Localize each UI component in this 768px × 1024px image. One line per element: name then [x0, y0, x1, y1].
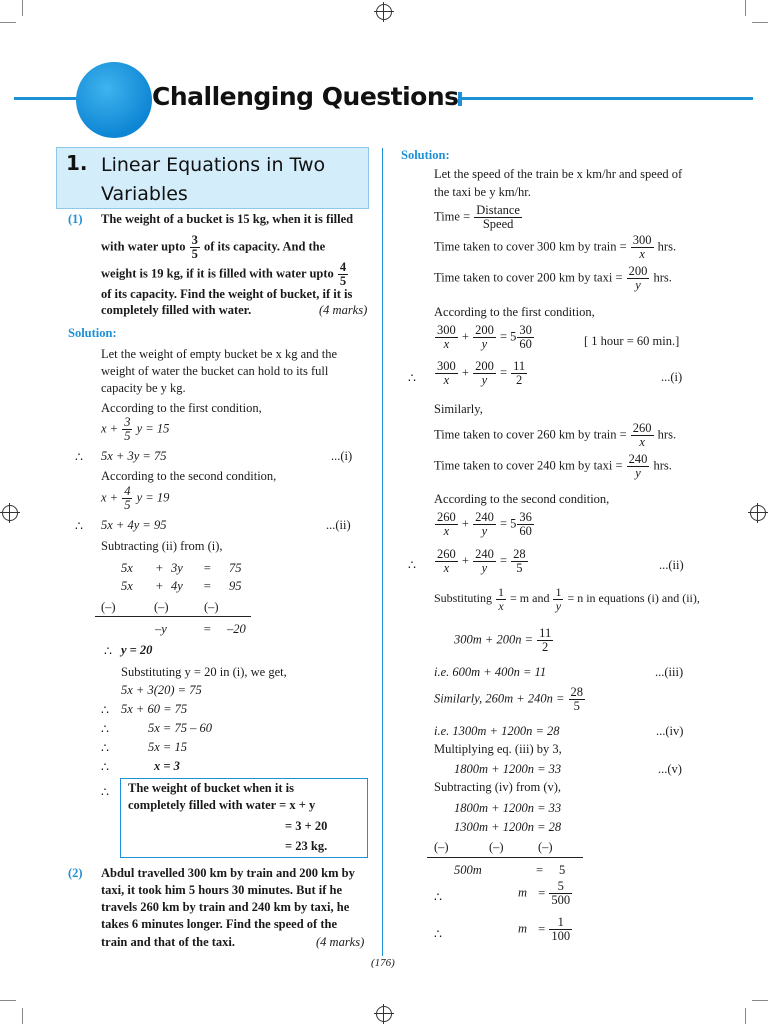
- therefore-symbol: ∴: [101, 760, 109, 774]
- therefore-symbol: ∴: [101, 722, 109, 736]
- header-line-right: [462, 97, 753, 100]
- section-title-line1: Linear Equations in Two: [101, 154, 326, 176]
- equation-tag: ...(iii): [655, 665, 684, 679]
- therefore-symbol: ∴: [104, 644, 112, 658]
- solution-text: Subtracting (iv) from (v),: [434, 780, 562, 794]
- equation: 5x = 15: [148, 740, 187, 754]
- divider: [427, 857, 583, 858]
- equation-tag: ...(ii): [659, 558, 684, 572]
- section-title: [101, 151, 325, 209]
- crop-mark: [752, 22, 768, 23]
- therefore-symbol: ∴: [408, 371, 416, 385]
- marks-label: (4 marks): [319, 303, 368, 317]
- formula: Time taken to cover 200 km by taxi = $\frac{200}{y}$ hrs.: [434, 264, 672, 293]
- equation: $\frac{260}{x}$ + $\frac{240}{y}$ = 5 $\frac{36}{60}$: [437, 510, 532, 539]
- equation: m = $\frac{1}{100}$: [518, 915, 571, 944]
- crop-mark: [752, 1000, 768, 1001]
- therefore-symbol: ∴: [75, 519, 83, 533]
- question-text: weight is 19 kg, if it is filled with water upto $\frac{4}{5}$: [101, 260, 347, 289]
- solution-text: capacity be y kg.: [101, 381, 186, 395]
- formula: Time taken to cover 300 km by train = $\frac{300}{x}$ hrs.: [434, 233, 677, 262]
- registration-mark-right: [750, 505, 766, 521]
- column-divider: [382, 148, 383, 956]
- registration-mark-left: [2, 505, 18, 521]
- equation-tag: ...(ii): [326, 518, 351, 532]
- solution-text: Substituting $\frac{1}{x}$ = m and $\frac{1}{y}$ = n in equations (i) and (ii),: [434, 585, 700, 613]
- question-number: (1): [68, 212, 83, 226]
- therefore-symbol: ∴: [101, 785, 109, 799]
- crop-mark: [22, 0, 23, 16]
- equation: Similarly, 260m + 240n = $\frac{28}{5}$: [434, 685, 584, 714]
- equation: 5x = 75 – 60: [148, 721, 212, 735]
- therefore-symbol: ∴: [75, 450, 83, 464]
- therefore-symbol: ∴: [101, 703, 109, 717]
- therefore-symbol: ∴: [434, 890, 442, 904]
- equation-tag: ...(iv): [656, 724, 684, 738]
- solution-heading: Solution:: [401, 148, 450, 162]
- solution-text: Substituting y = 20 in (i), we get,: [121, 665, 287, 679]
- equation: $\frac{300}{x}$ + $\frac{200}{y}$ = $\frac{11}{2}$: [437, 359, 526, 388]
- equation: x + $\frac{3}{5}$ y = 15: [101, 415, 170, 444]
- formula: Time taken to cover 260 km by train = $\frac{260}{x}$ hrs.: [434, 421, 677, 450]
- formula: Time = $\frac{\text{Distance}}{\text{Speed}}$: [434, 203, 520, 232]
- crop-mark: [0, 22, 16, 23]
- answer-text: completely filled with water = x + y: [128, 798, 316, 812]
- page-title: Challenging Questions: [152, 82, 459, 111]
- solution-text: According to the second condition,: [434, 492, 610, 506]
- solution-text: According to the second condition,: [101, 469, 277, 483]
- solution-text: weight of water the bucket can hold to its full: [101, 364, 329, 378]
- equation: i.e. 1300m + 1200n = 28: [434, 724, 560, 738]
- solution-text: Subtracting (ii) from (i),: [101, 539, 223, 553]
- equation-tag: ...(v): [658, 762, 682, 776]
- registration-mark-top: [376, 4, 392, 20]
- answer-text: = 23 kg.: [285, 839, 328, 853]
- question-text: with water upto $\frac{3}{5}$ of its capacity. And the: [101, 233, 326, 262]
- registration-mark-bottom: [376, 1006, 392, 1022]
- question-number: (2): [68, 866, 83, 880]
- page-number: (176): [371, 957, 395, 969]
- header-line-left: [14, 97, 84, 100]
- equation: 5x + 3y = 75: [101, 449, 167, 463]
- equation: x = 3: [154, 759, 180, 773]
- therefore-symbol: ∴: [408, 558, 416, 572]
- equation: 5x + 60 = 75: [121, 702, 188, 716]
- header-bar-tick: [458, 92, 462, 106]
- equation-tag: ...(i): [331, 449, 353, 463]
- equation: 1800m + 1200n = 33: [454, 762, 562, 776]
- equation: i.e. 600m + 400n = 11: [434, 665, 547, 679]
- equation: 5x + 4y = 95: [101, 518, 167, 532]
- equation: $\frac{300}{x}$ + $\frac{200}{y}$ = 5 $\frac{30}{60}$: [437, 323, 532, 352]
- equation: 5x + 3(20) = 75: [121, 683, 202, 697]
- table-row: 1300m + 1200n = 28: [454, 820, 562, 834]
- therefore-symbol: ∴: [434, 927, 442, 941]
- answer-text: = 3 + 20: [285, 819, 328, 833]
- crop-mark: [0, 1000, 16, 1001]
- question-text: travels 260 km by train and 240 km by taxi, he: [101, 900, 350, 914]
- question-text: completely filled with water.: [101, 303, 252, 317]
- therefore-symbol: ∴: [101, 741, 109, 755]
- question-text: The weight of a bucket is 15 kg, when it is filled: [101, 212, 354, 226]
- equation: $\frac{260}{x}$ + $\frac{240}{y}$ = $\frac{28}{5}$: [437, 547, 526, 576]
- solution-text: Let the weight of empty bucket be x kg and the: [101, 347, 338, 361]
- question-text: of its capacity. Find the weight of bucket, if it is: [101, 287, 353, 301]
- crop-mark: [745, 1008, 746, 1024]
- equation-tag: ...(i): [661, 370, 683, 384]
- question-text: Abdul travelled 300 km by train and 200 km by: [101, 866, 355, 880]
- section-number: 1.: [66, 151, 88, 175]
- solution-heading: Solution:: [68, 326, 117, 340]
- answer-text: The weight of bucket when it is: [128, 781, 294, 795]
- solution-text: According to the first condition,: [101, 401, 262, 415]
- marks-label: (4 marks): [316, 935, 365, 949]
- note: [ 1 hour = 60 min.]: [584, 334, 680, 348]
- crop-mark: [22, 1008, 23, 1024]
- equation: m = $\frac{5}{500}$: [518, 879, 571, 908]
- section-title-line2: Variables: [101, 183, 188, 205]
- solution-text: Multiplying eq. (iii) by 3,: [434, 742, 562, 756]
- question-text: taxi, it took him 5 hours 30 minutes. But if he: [101, 883, 342, 897]
- question-text: takes 6 minutes longer. Find the speed of the: [101, 917, 338, 931]
- question-text: train and that of the taxi.: [101, 935, 236, 949]
- header-circle: [76, 62, 152, 138]
- table-row: 1800m + 1200n = 33: [454, 801, 562, 815]
- equation: 300m + 200n = $\frac{11}{2}$: [454, 626, 552, 655]
- solution-text: Similarly,: [434, 402, 483, 416]
- equation: y = 20: [121, 643, 153, 657]
- equation: x + $\frac{4}{5}$ y = 19: [101, 484, 170, 513]
- formula: Time taken to cover 240 km by taxi = $\frac{240}{y}$ hrs.: [434, 452, 672, 481]
- crop-mark: [745, 0, 746, 16]
- solution-text: the taxi be y km/hr.: [434, 185, 531, 199]
- divider: [95, 616, 251, 617]
- solution-text: Let the speed of the train be x km/hr and speed of: [434, 167, 683, 181]
- solution-text: According to the first condition,: [434, 305, 595, 319]
